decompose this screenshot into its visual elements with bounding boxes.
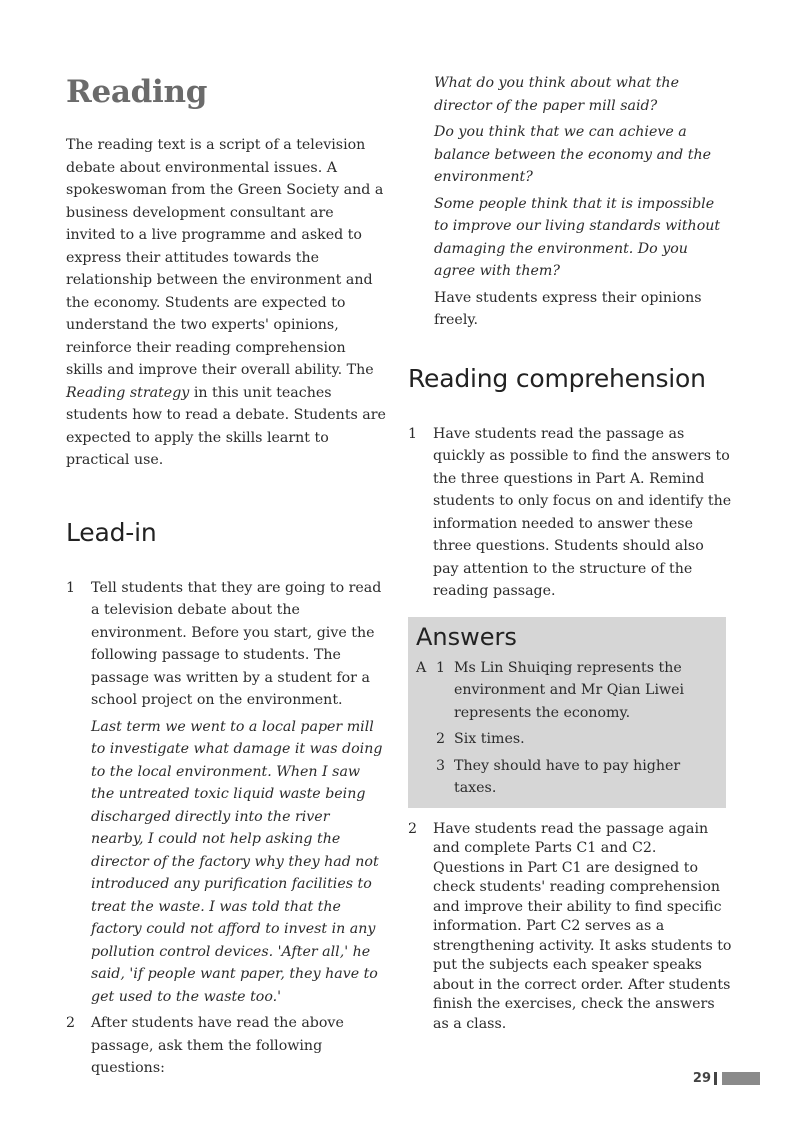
comprehension-item-2-text: Have students read the passage again and complete Parts C1 and C2. Questions in Part C1 are designed to check students' reading comprehension and improve their ability to find specific information. Part C2 serves as a strengthening activity. It asks students to put the subjects each speaker speaks about in the correct order. After students finish the exercises, check the answers as a class. xyxy=(433,820,732,1032)
reading-intro: The reading text is a script of a television debate about environmental issues. A spokeswoman from the Green Society and a business development consultant are invited to a live programme and asked to express their attitudes towards the relationship between the environment and the economy. Students are expected to understand the two experts' opinions, reinforce their reading comprehension skills and improve their overall ability. The Reading strategy in this unit teaches students how to read a debate. Students are expected to apply the skills learnt to practical use. xyxy=(66,137,386,468)
comprehension-item-1 xyxy=(408,423,732,603)
item-number: 1 xyxy=(66,579,76,596)
page-number: 29 xyxy=(693,1071,760,1086)
item-number: 2 xyxy=(408,820,418,837)
leadin-item-1 xyxy=(66,577,386,1009)
page-marker-tick xyxy=(714,1072,717,1085)
leadin-item-1-text: Tell students that they are going to read a television debate about the environment. Before you start, give the following passage to students. The passage was written by a student for a school project on the environment. xyxy=(91,579,382,708)
answers-box xyxy=(408,617,726,808)
question-2: Do you think that we can achieve a balance between the economy and the environment? xyxy=(434,124,711,185)
answer-number: 1 xyxy=(436,659,446,676)
answer-text: Six times. xyxy=(454,731,525,747)
answer-item xyxy=(416,755,726,800)
answer-part-label: A xyxy=(416,659,427,676)
questions-note: Have students express their opinions freely. xyxy=(434,289,702,328)
answer-text: They should have to pay higher taxes. xyxy=(454,757,681,796)
answer-text: Ms Lin Shuiqing represents the environment and Mr Qian Liwei represents the economy. xyxy=(454,659,685,721)
leadin-item-2 xyxy=(66,1012,386,1080)
leadin-item-2-text: After students have read the above passage, ask them the following questions: xyxy=(91,1015,344,1076)
leadin-passage: Last term we went to a local paper mill to investigate what damage it was doing to the local environment. When I saw the untreated toxic liquid waste being discharged directly into the river nearby, I could not help asking the director of the factory why they had not introduced any purification facilities to treat the waste. I was told that the factory could not afford to invest in any pollution control devices. 'After all,' he said, 'if people want paper, they have to get used to the waste too.' xyxy=(91,718,383,1005)
item-number: 2 xyxy=(66,1015,76,1031)
question-3: Some people think that it is impossible to improve our living standards without damaging the environment. Do you agree with them? xyxy=(434,195,721,279)
answer-number: 2 xyxy=(436,731,446,747)
comprehension-item-1-text: Have students read the passage as quickly as possible to find the answers to the three questions in Part A. Remind students to only focus on and identify the information needed to answer these three questions. Students should also pay attention to the structure of the reading passage. xyxy=(433,425,732,599)
left-column xyxy=(66,74,386,1080)
comprehension-heading: Reading comprehension xyxy=(408,363,706,393)
reading-strategy-term: Reading strategy xyxy=(66,384,190,401)
leadin-heading: Lead-in xyxy=(66,517,157,547)
item-number: 1 xyxy=(408,425,418,442)
answer-number: 3 xyxy=(436,757,446,774)
comprehension-item-2 xyxy=(408,820,732,1035)
right-column xyxy=(408,72,732,1034)
discussion-questions xyxy=(408,72,732,332)
question-1: What do you think about what the director of the paper mill said? xyxy=(434,75,679,114)
page-marker-bar xyxy=(722,1072,760,1085)
reading-heading: Reading xyxy=(66,74,208,110)
answer-item xyxy=(416,728,726,751)
answers-title: Answers xyxy=(416,622,517,651)
answer-item xyxy=(416,657,726,725)
